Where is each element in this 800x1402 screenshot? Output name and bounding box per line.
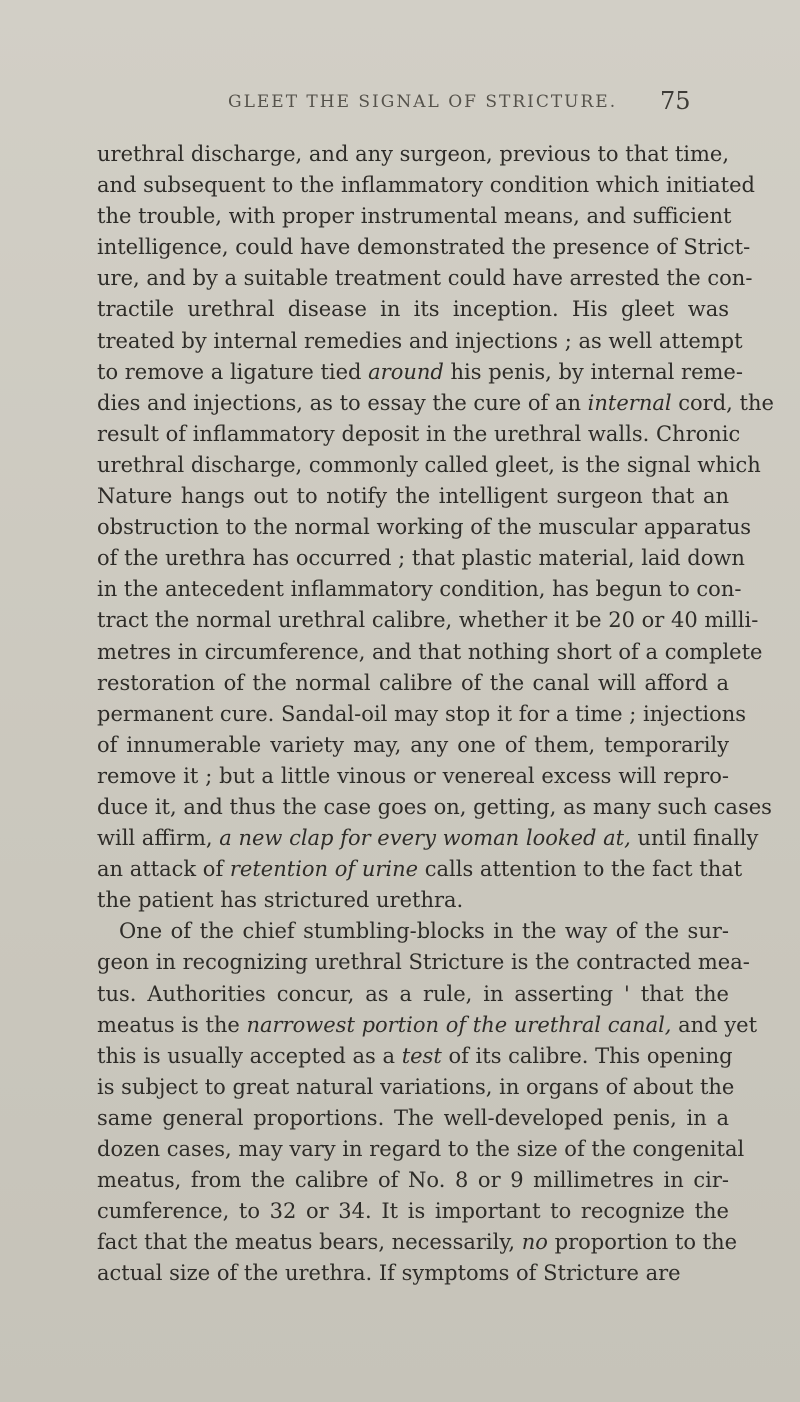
text-segment: same general proportions. The well-developed penis, in a xyxy=(97,1105,729,1130)
text-line xyxy=(97,170,755,201)
text-segment: in the antecedent inflammatory condition, has begun to con- xyxy=(97,577,742,602)
text-line xyxy=(97,294,729,325)
italic-phrase: a new clap for every woman looked at, xyxy=(219,826,631,851)
text-segment: calls attention to the fact that xyxy=(418,857,743,882)
running-title: GLEET THE SIGNAL OF STRICTURE. xyxy=(228,92,618,112)
text-line xyxy=(97,326,743,357)
text-segment: tus. Authorities concur, as a rule, in asserting ' that the xyxy=(97,981,729,1006)
text-line xyxy=(97,543,745,574)
text-line xyxy=(97,232,751,263)
text-line xyxy=(97,201,732,232)
text-segment: meatus, from the calibre of No. 8 or 9 millimetres in cir- xyxy=(97,1168,729,1193)
text-line xyxy=(97,512,752,543)
italic-phrase: internal xyxy=(587,390,672,415)
page-header xyxy=(0,85,800,125)
text-segment: urethral discharge, commonly called gleet, is the signal which xyxy=(97,452,761,477)
text-line xyxy=(97,481,729,512)
text-line xyxy=(97,1072,735,1103)
text-segment: and subsequent to the inflammatory condition which initiated xyxy=(97,173,755,198)
text-segment: Nature hangs out to notify the intelligent surgeon that an xyxy=(97,484,729,509)
text-line xyxy=(97,916,729,947)
text-line xyxy=(97,699,747,730)
text-segment: remove it ; but a little vinous or venereal excess will repro- xyxy=(97,763,729,788)
text-segment: fact that the meatus bears, necessarily, xyxy=(97,1230,522,1255)
text-segment: his penis, by internal reme- xyxy=(443,359,743,384)
text-line xyxy=(97,263,753,294)
italic-phrase: around xyxy=(368,359,444,384)
text-segment: geon in recognizing urethral Stricture is the contracted mea- xyxy=(97,950,750,975)
text-line xyxy=(97,761,729,792)
text-segment: is subject to great natural variations, in organs of about the xyxy=(97,1074,735,1099)
text-line xyxy=(97,823,759,854)
text-segment: an attack of xyxy=(97,857,230,882)
text-line xyxy=(97,450,761,481)
page-number: 75 xyxy=(660,87,691,115)
text-segment: treated by internal remedies and injections ; as well attempt xyxy=(97,328,743,353)
text-segment: dozen cases, may vary in regard to the size of the congenital xyxy=(97,1137,745,1161)
text-segment: permanent cure. Sandal-oil may stop it for a time ; injections xyxy=(97,701,747,726)
text-line xyxy=(97,1165,729,1196)
text-line xyxy=(97,792,772,823)
text-line xyxy=(97,1227,738,1258)
text-line xyxy=(97,605,759,636)
text-segment: ure, and by a suitable treatment could have arrested the con- xyxy=(97,266,753,291)
text-line xyxy=(97,1196,729,1227)
text-segment: the trouble, with proper instrumental means, and sufficient xyxy=(97,204,732,229)
text-line xyxy=(97,419,741,450)
text-segment: duce it, and thus the case goes on, getting, as many such cases xyxy=(97,794,772,819)
body-text xyxy=(97,139,774,1289)
text-segment: obstruction to the normal working of the muscular apparatus xyxy=(97,515,752,540)
text-segment: of the urethra has occurred ; that plastic material, laid down xyxy=(97,546,745,571)
text-line xyxy=(97,668,729,699)
text-segment: and yet xyxy=(671,1012,758,1037)
text-segment: tract the normal urethral calibre, whether it be 20 or 40 milli- xyxy=(97,608,759,633)
text-line xyxy=(97,979,729,1010)
text-segment: the patient has strictured urethra. xyxy=(97,888,464,913)
text-line xyxy=(97,574,742,605)
text-line xyxy=(97,1103,729,1134)
text-segment: this is usually accepted as a xyxy=(97,1043,402,1068)
text-segment: One of the chief stumbling-blocks in the way of the sur- xyxy=(119,919,729,944)
text-segment: tractile urethral disease in its inception. His gleet was xyxy=(97,297,729,322)
text-segment: dies and injections, as to essay the cure of an xyxy=(97,390,588,415)
text-line xyxy=(97,139,729,170)
italic-phrase: narrowest portion of the urethral canal, xyxy=(246,1012,672,1037)
text-segment: of innumerable variety may, any one of them, temporarily xyxy=(97,732,729,757)
text-segment: metres in circumference, and that nothing short of a complete xyxy=(97,639,763,664)
text-line xyxy=(97,947,750,978)
text-line xyxy=(97,357,743,388)
text-segment: until finally xyxy=(630,826,759,851)
text-segment: actual size of the urethra. If symptoms of Stricture are xyxy=(97,1261,681,1286)
text-segment: result of inflammatory deposit in the urethral walls. Chronic xyxy=(97,421,741,446)
text-segment: cumference, to 32 or 34. It is important to recognize the xyxy=(97,1199,729,1224)
text-line xyxy=(97,854,743,885)
text-line xyxy=(97,1134,745,1165)
text-segment: to remove a ligature tied xyxy=(97,359,369,384)
text-segment: intelligence, could have demonstrated the presence of Strict- xyxy=(97,235,751,260)
text-line xyxy=(97,1258,729,1289)
text-segment: proportion to the xyxy=(547,1230,738,1255)
text-segment: cord, the xyxy=(671,390,774,415)
text-line xyxy=(97,388,774,419)
text-line xyxy=(97,885,729,916)
italic-phrase: no xyxy=(521,1230,548,1255)
italic-phrase: retention of urine xyxy=(229,857,419,882)
italic-phrase: test xyxy=(401,1043,442,1068)
text-segment: meatus is the xyxy=(97,1012,247,1037)
text-line xyxy=(97,637,763,668)
text-line xyxy=(97,730,729,761)
text-line xyxy=(97,1010,758,1041)
text-segment: will affirm, xyxy=(97,826,220,851)
text-segment: urethral discharge, and any surgeon, previous to that time, xyxy=(97,142,730,166)
text-segment: restoration of the normal calibre of the canal will afford a xyxy=(97,670,729,695)
text-line xyxy=(97,1041,733,1072)
text-segment: of its calibre. This opening xyxy=(441,1043,733,1068)
